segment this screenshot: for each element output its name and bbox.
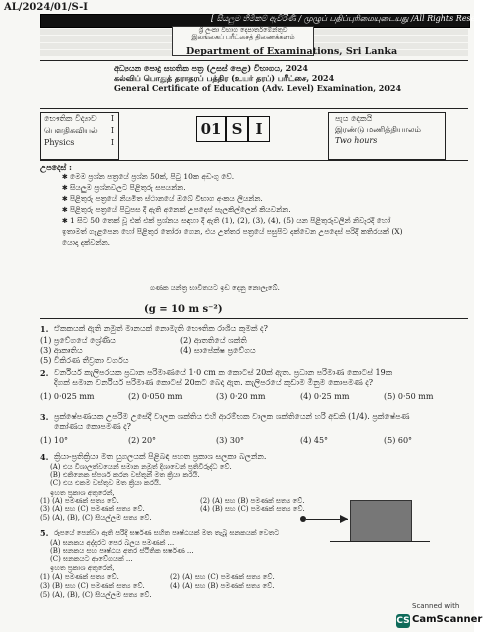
instruction-line: ✱ මෙම ප්‍රශ්න පත්‍රයේ ප්‍රශ්න 50ක්, පිටු 10ක අඩංගු වේ.	[62, 172, 235, 181]
time-box	[328, 112, 446, 160]
instr-rule	[40, 160, 468, 161]
option[interactable]: (1) (A) පමණක් සත්‍ය වේ.	[40, 573, 119, 581]
question-text: ක්‍රියා-ප්‍රතික්‍රියා මත යුගලයක් පිළිබඳ පහත ප්‍රකාශ සලකා බලන්න.	[54, 452, 267, 461]
question-3	[40, 412, 468, 448]
question-text: ඒකකයක් ඇති නමුත් මානයක් නොමැති භෞතික රාශිය කුමක් ද?	[54, 324, 268, 333]
exam-si: අධ්‍යයන පොදු සහතික පත්‍ර (උසස් පෙළ) විභාගය, 2024	[114, 63, 308, 73]
part-roman-2: I	[110, 126, 114, 135]
question-number: 1.	[40, 324, 49, 334]
subject-ta: பௌதிகவியல்	[44, 126, 98, 135]
option[interactable]: (3) 0·20 mm	[216, 392, 266, 401]
subject-box	[40, 112, 119, 160]
code-box-digits: 01	[196, 116, 226, 142]
instruction-line: ✱ 1 සිට 50 තෙක් වූ එක් එක් ප්‍රශ්නය සඳහා දී ඇති (1), (2), (3), (4), (5) යන පිළිතුරුවලින් නිවැරදි හෝ	[62, 216, 391, 225]
option[interactable]: (4) (B) සහ (C) පමණක් සත්‍ය වේ.	[200, 505, 305, 513]
option[interactable]: (4) (A) සහ (B) පමණක් සත්‍ය වේ.	[170, 582, 275, 590]
question-number: 3.	[40, 412, 49, 422]
dept-en: Department of Examinations, Sri Lanka	[186, 46, 398, 57]
option[interactable]: (3) (B) සහ (C) පමණක් සත්‍ය වේ.	[40, 582, 145, 590]
time-si: පැය දෙකයි	[335, 114, 373, 123]
statement: (A) ඝනකය අද්දරට පෙර බලය පමණක් ...	[50, 539, 175, 547]
instruction-line: ✱ පිළිතුරු පත්‍රයේ නියමිත ස්ථානයේ ඔබේ විභාග අංකය ලියන්න.	[62, 194, 263, 203]
copyright-text: [ සියලුම හිමිකම් ඇවිරිණි / முழுப் பதிப்புரிமையுடையது /All Rights Reserved]	[211, 14, 497, 23]
force-arrow-head	[340, 515, 348, 523]
question-number: 5.	[40, 528, 49, 538]
dept-ta: இலங்கைப் பரீட்சைத் திணைக்களம்	[191, 33, 295, 41]
exam-ta: கல்விப் பொதுத் தராதரப் பத்திர (உயர் தரப்) பரீட்சை, 2024	[114, 73, 335, 83]
option[interactable]: (4) සාපේක්ෂ ප්‍රවේගය	[180, 346, 256, 355]
camscanner-logo-icon: CS	[396, 616, 410, 626]
instruction-line: යොදා දක්වන්න.	[62, 238, 111, 247]
option[interactable]: (4) 45°	[300, 436, 329, 445]
option[interactable]: (5) 60°	[384, 436, 413, 445]
question-1	[40, 324, 468, 365]
question-2	[40, 368, 468, 406]
code-box-roman: I	[248, 116, 270, 142]
subject-si: භෞතික විද්‍යාව	[44, 114, 97, 123]
question-text: වර්නියර් කැලිපරයක ප්‍රධාන පරිමාණයේ 1·0 cm ක කොටස් 20ක් ඇත. ප්‍රධාන පරිමාණ කොටස් 19ක	[54, 368, 393, 377]
instruction-line: ඉතාමත් ගැළපෙන හෝ පිළිතුර තෝරා ගෙන, එය උත්තර පත්‍රයේ පසුපිට දක්වෙන උපදෙස් පරිදි කතිරයක් (X)	[62, 227, 403, 236]
camscanner-name: CamScanner	[412, 614, 483, 625]
dept-si: ශ්‍රී ලංකා විභාග දෙපාර්තමේන්තුව	[198, 26, 288, 34]
option[interactable]: (5) විකිරණ තීව්‍රතා වර්ගය	[40, 356, 129, 365]
code-box-letter: S	[226, 116, 248, 142]
question-4	[40, 452, 468, 505]
prompt: ඉහත ප්‍රකාශ අතුරෙන්,	[50, 564, 115, 572]
question-text-2: කෝණය කොපමණ ද?	[54, 422, 131, 431]
option[interactable]: (2) ආතතියේ ශක්ති	[180, 336, 247, 345]
option[interactable]: (2) (A) සහ (C) පමණක් සත්‍ය වේ.	[170, 573, 275, 581]
option[interactable]: (1) ප්‍රවේගයේ ශ්‍රේණිය	[40, 336, 116, 345]
statement: (C) ඝනකයට ආවේගයක් ...	[50, 555, 133, 563]
option[interactable]: (5) 0·50 mm	[384, 392, 434, 401]
option[interactable]: (5) (A), (B), (C) සියල්ලම සත්‍ය වේ.	[40, 591, 152, 599]
question-text-2: දිගක් සමාන වර්නියර් පරිමාණ කොටස් 20කට බෙදා ඇත. කැලිපරයේ කුඩාම මිනුම කොපමණ ද?	[54, 378, 374, 387]
subject-en: Physics	[44, 138, 75, 147]
exam-en: General Certificate of Education (Adv. Level) Examination, 2024	[114, 83, 402, 93]
block-figure	[350, 500, 412, 542]
option[interactable]: (1) 10°	[40, 436, 69, 445]
statement: (B) ඝනකය සහ පෘෂ්ඨය අතර ස්ථිතික ඝර්ෂණ ...	[50, 547, 194, 555]
calculator-note: ගණක යන්ත්‍ර භාවිතයට ඉඩ දෙනු නොලැබේ.	[150, 284, 280, 292]
header-rule	[40, 60, 468, 61]
option[interactable]: (1) 0·025 mm	[40, 392, 95, 401]
statement: (A) එය විශාලත්වයෙන් සමාන නමුත් දිශාවෙන් ප්‍රතිවිරුද්ධ වේ.	[50, 463, 232, 471]
question-text: රූපයේ පෙන්වා ඇති පරිදි ඝර්ෂණ සහිත පෘෂ්ඨයක් මත තැබූ ඝනකයක් වෙතට	[54, 529, 280, 537]
statement: (B) එකිනෙක ස්පර්ශ කරන වස්තූන් මත ක්‍රියා කරයි.	[50, 471, 200, 479]
time-en: Two hours	[335, 136, 378, 145]
part-roman-3: I	[110, 138, 114, 147]
option[interactable]: (2) 20°	[128, 436, 157, 445]
question-text: ප්‍රක්ෂේපණයක උපරිම උසේදී වාලක ශක්තිය එහි ආරම්භක වාලක ශක්තියෙන් හරි අඩකි (1/4). ප්‍රක්ෂේපණ	[54, 412, 410, 421]
g-value: (g = 10 m s⁻²)	[144, 304, 223, 315]
camscanner-watermark	[396, 600, 483, 630]
floor-line	[330, 541, 430, 542]
part-roman-1: I	[110, 114, 114, 123]
scanned-with-text: Scanned with	[412, 602, 460, 610]
paper-code: AL/2024/01/S-I	[4, 2, 88, 13]
option[interactable]: (3) (A) සහ (C) පමණක් සත්‍ය වේ.	[40, 505, 145, 513]
option[interactable]: (3) ආකෘතිය	[40, 346, 83, 355]
exam-title	[114, 63, 414, 93]
option[interactable]: (4) 0·25 mm	[300, 392, 350, 401]
question-number: 4.	[40, 452, 49, 462]
option[interactable]: (3) 30°	[216, 436, 245, 445]
question-5	[40, 528, 300, 608]
instruction-line: ✱ සියලුම ප්‍රශ්නවලට පිළිතුරු සපයන්න.	[62, 183, 186, 192]
option[interactable]: (5) (A), (B), (C) සියල්ලම සත්‍ය වේ.	[40, 514, 152, 522]
option[interactable]: (2) (A) සහ (B) පමණක් සත්‍ය වේ.	[200, 497, 305, 505]
option[interactable]: (1) (A) පමණක් සත්‍ය වේ.	[40, 497, 119, 505]
time-ta: இரண்டு மணித்தியாலம்	[335, 125, 421, 134]
section-rule	[40, 318, 468, 319]
question-number: 2.	[40, 368, 49, 378]
instructions-heading: උපදෙස් :	[40, 162, 73, 172]
statement: (C) එය එකම වස්තුව මත ක්‍රියා කරයි.	[50, 479, 162, 487]
subject-part	[111, 113, 114, 149]
prompt: ඉහත ප්‍රකාශ අතුරෙන්,	[50, 489, 115, 497]
instruction-line: ✱ පිළිතුරු පත්‍රයේ පිටුපස දී ඇති අනෙක් උපදෙස් සැලකිල්ලෙන් කියවන්න.	[62, 205, 291, 214]
option[interactable]: (2) 0·050 mm	[128, 392, 183, 401]
title-rule	[40, 108, 468, 109]
